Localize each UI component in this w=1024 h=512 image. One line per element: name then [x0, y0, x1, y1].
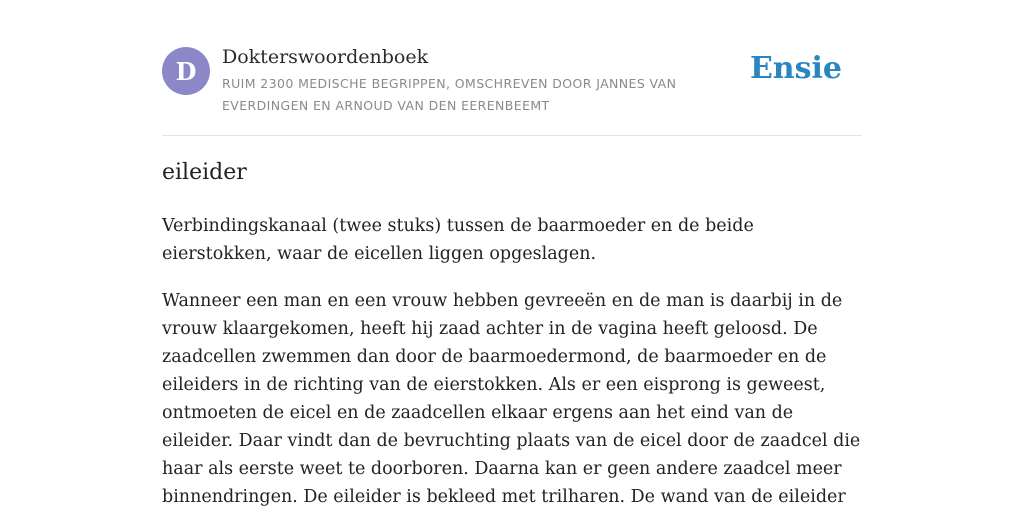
header-divider [162, 135, 862, 136]
dictionary-subtitle: RUIM 2300 MEDISCHE BEGRIPPEN, OMSCHREVEN DOOR JANNES VAN EVERDINGEN EN ARNOUD VAN DEN EERENBEEMT [222, 76, 677, 113]
dictionary-header [162, 45, 862, 125]
definition-paragraph: Verbindingskanaal (twee stuks) tussen de baarmoeder en de beide eierstokken, waar de eicellen liggen opgeslagen. [162, 216, 754, 264]
definition-paragraph: Wanneer een man en een vrouw hebben gevreeën en de man is daarbij in de vrouw klaargekomen, heeft hij zaad achter in de vagina heeft geloosd. De zaadcellen zwemmen dan door de baarmoedermond, de baarmoeder en de eileiders in de richting van de eierstokken. Als er een eisprong is geweest, ontmoeten de eicel en de zaadcellen elkaar ergens aan het eind van de eileider. Daar vindt dan de bevruchting plaats van de eicel door de zaadcel die haar als eerste weet te doorboren. Daarna kan er geen andere zaadcel meer binnendringen. De eileider is bekleed met trilharen. De wand van de eileider [162, 291, 861, 507]
entry-definition [162, 212, 862, 512]
dictionary-title[interactable]: Dokterswoordenboek [222, 46, 429, 68]
entry-term: eileider [162, 160, 247, 185]
dictionary-avatar[interactable]: D [162, 47, 210, 95]
ensie-logo[interactable]: Ensie [749, 51, 842, 86]
